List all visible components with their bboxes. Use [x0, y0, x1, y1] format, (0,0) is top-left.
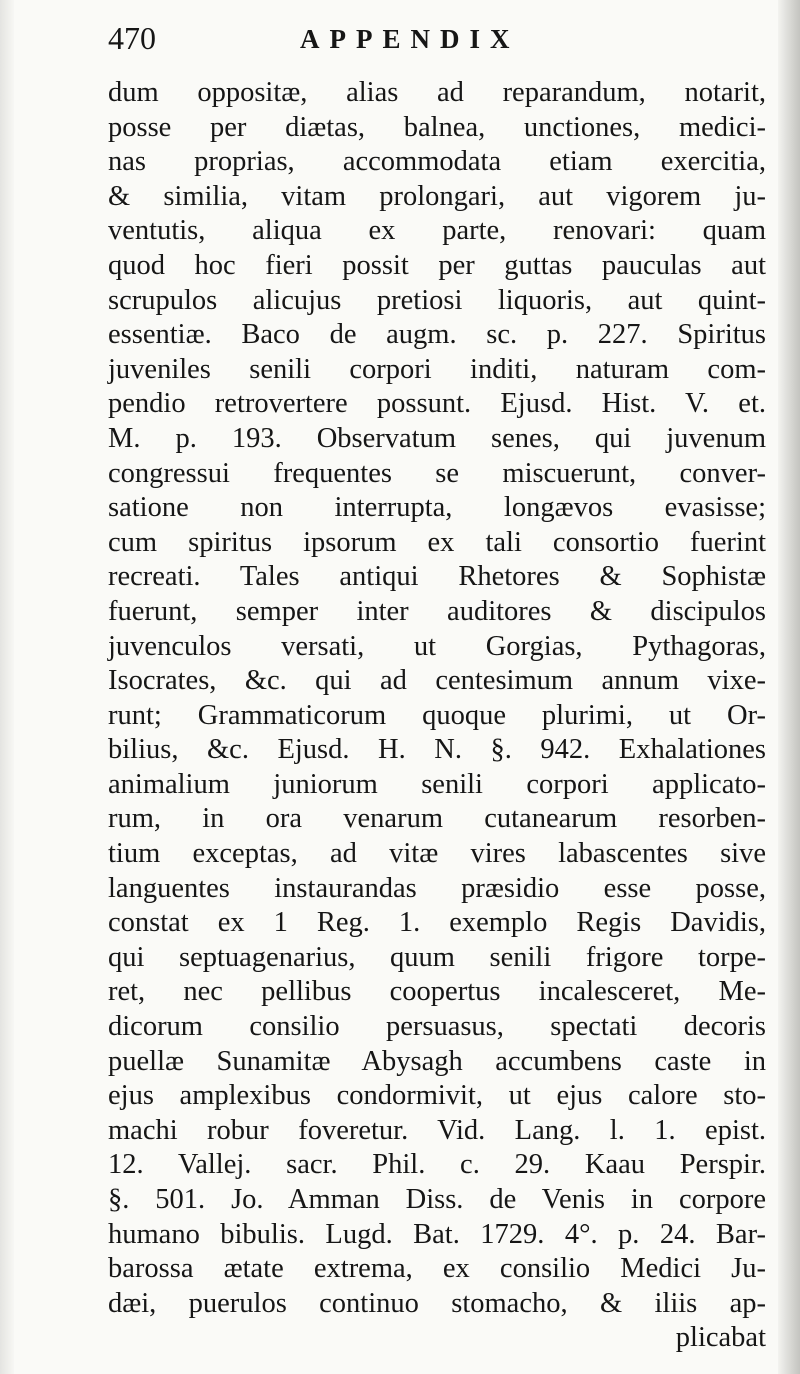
catchword: plicabat — [675, 1322, 766, 1354]
text-line: qui septuagenarius, quum senili frigore torpe- — [108, 941, 766, 973]
text-line: congressui frequentes se miscuerunt, conver- — [108, 457, 766, 489]
text-line: nas proprias, accommodata etiam exercitia, — [108, 146, 766, 178]
text-line: recreati. Tales antiqui Rhetores & Sophistæ — [108, 561, 766, 593]
page-header — [108, 18, 768, 62]
text-line: pendio retrovertere possunt. Ejusd. Hist. V. et. — [108, 388, 766, 420]
text-line: ventutis, aliqua ex parte, renovari: quam — [108, 215, 766, 247]
text-line: dicorum consilio persuasus, spectati decoris — [108, 1011, 766, 1043]
text-line: fuerunt, semper inter auditores & discipulos — [108, 595, 766, 627]
text-line: humano bibulis. Lugd. Bat. 1729. 4°. p. 24. Bar- — [108, 1218, 766, 1250]
text-line: 12. Vallej. sacr. Phil. c. 29. Kaau Perspir. — [108, 1149, 766, 1181]
page-edge-shadow — [778, 0, 800, 1374]
text-line: constat ex 1 Reg. 1. exemplo Regis Davidis, — [108, 907, 766, 939]
text-line: barossa ætate extrema, ex consilio Medici Ju- — [108, 1253, 766, 1285]
text-line: ret, nec pellibus coopertus incalesceret, Me- — [108, 976, 766, 1008]
text-line: posse per diætas, balnea, unctiones, medici- — [108, 111, 766, 143]
text-line: ejus amplexibus condormivit, ut ejus calore sto- — [108, 1080, 766, 1112]
text-line: §. 501. Jo. Amman Diss. de Venis in corpore — [108, 1184, 766, 1215]
text-line: bilius, &c. Ejusd. H. N. §. 942. Exhalationes — [108, 734, 766, 766]
page-number: 470 — [108, 20, 156, 56]
text-line: dæi, puerulos continuo stomacho, & iliis ap- — [108, 1287, 766, 1319]
text-line: essentiæ. Baco de augm. sc. p. 227. Spiritus — [108, 319, 766, 351]
text-line: runt; Grammaticorum quoque plurimi, ut Or- — [108, 699, 766, 731]
text-line: juvenculos versati, ut Gorgias, Pythagoras, — [108, 630, 766, 662]
text-line: juveniles senili corpori inditi, naturam com- — [108, 353, 766, 385]
page-gutter-shadow — [0, 0, 14, 1374]
text-line: rum, in ora venarum cutanearum resorben- — [108, 803, 766, 835]
text-line: cum spiritus ipsorum ex tali consortio fuerint — [108, 526, 766, 558]
text-line: animalium juniorum senili corpori applicato- — [108, 768, 766, 800]
text-line: puellæ Sunamitæ Abysagh accumbens caste in — [108, 1045, 766, 1077]
body-text — [108, 76, 766, 1356]
running-head: APPENDIX — [300, 24, 520, 54]
text-line: Isocrates, &c. qui ad centesimum annum vixe- — [108, 665, 766, 697]
text-line: satione non interrupta, longævos evasisse; — [108, 492, 766, 524]
text-line: quod hoc fieri possit per guttas pauculas aut — [108, 249, 766, 281]
text-line: tium exceptas, ad vitæ vires labascentes sive — [108, 838, 766, 870]
text-line: machi robur foveretur. Vid. Lang. l. 1. epist. — [108, 1114, 766, 1146]
text-line: scrupulos alicujus pretiosi liquoris, aut quint- — [108, 284, 766, 316]
text-line: languentes instaurandas præsidio esse posse, — [108, 872, 766, 904]
text-line: & similia, vitam prolongari, aut vigorem ju- — [108, 180, 766, 212]
text-line: dum oppositæ, alias ad reparandum, notarit, — [108, 77, 766, 108]
text-line: M. p. 193. Observatum senes, qui juvenum — [108, 422, 766, 454]
